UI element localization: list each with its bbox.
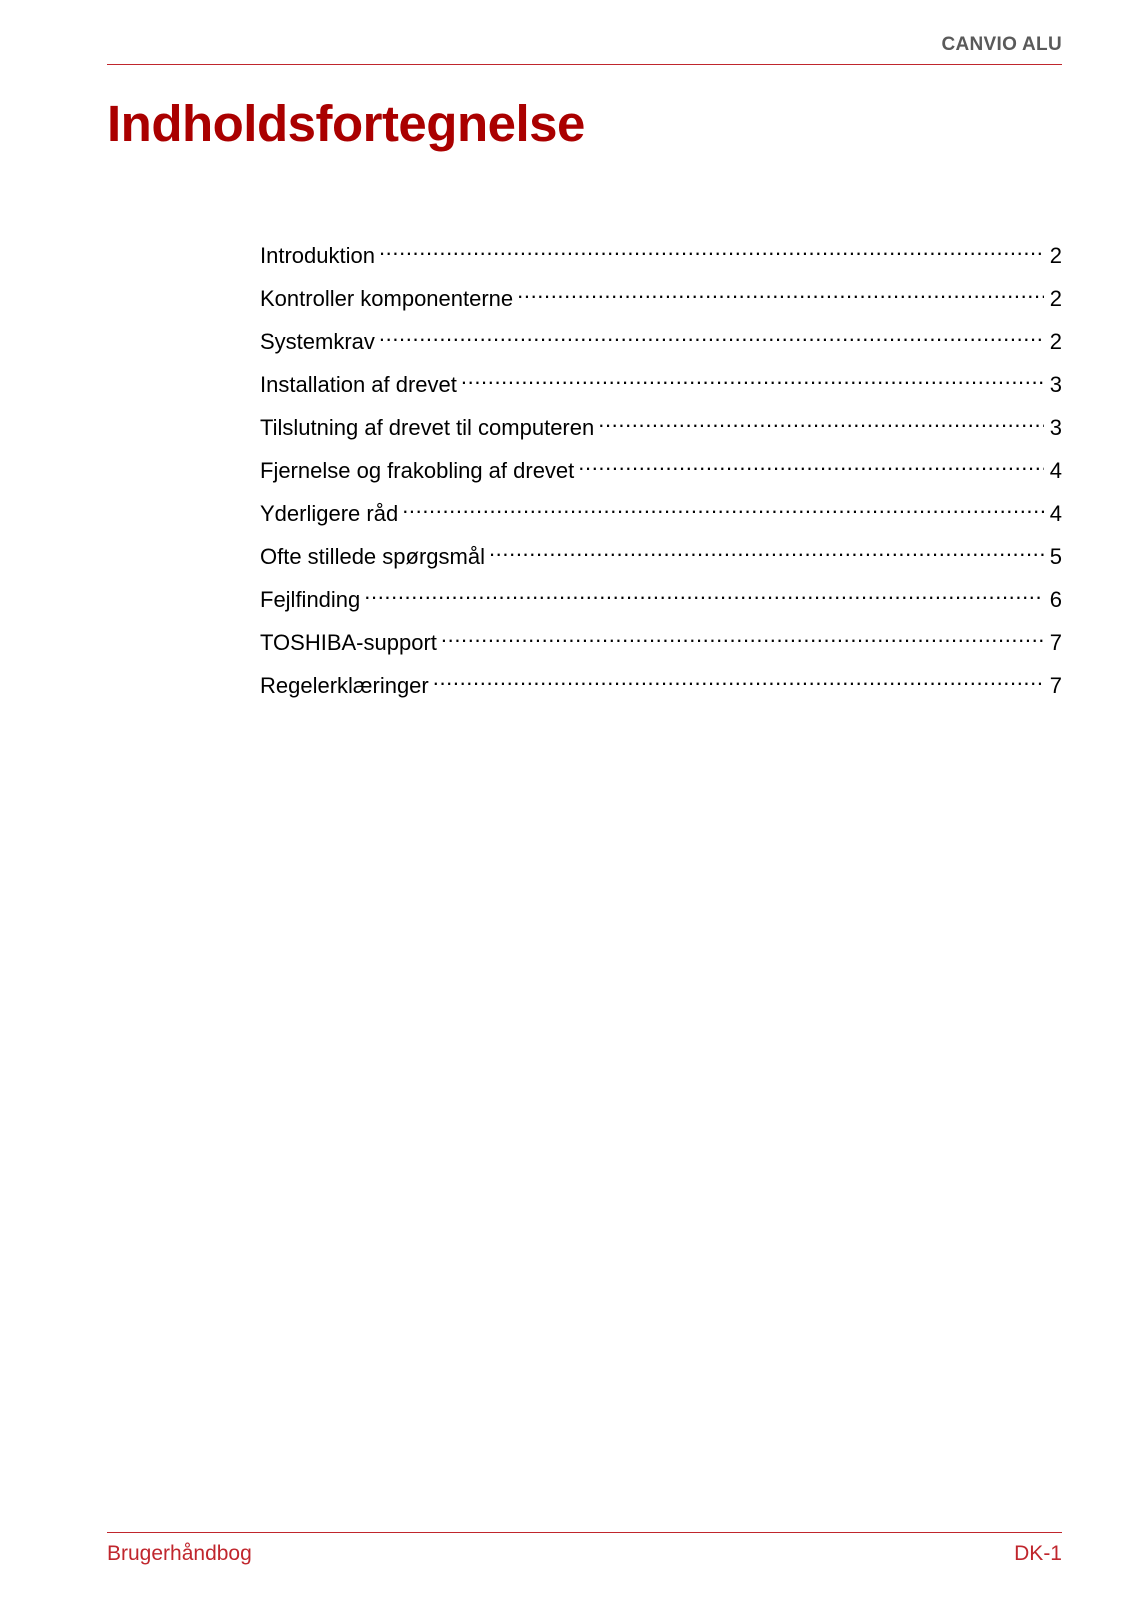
toc-dot-leader — [402, 491, 1044, 521]
toc-entry-page: 3 — [1049, 372, 1062, 397]
toc-entry-tilslutning[interactable] — [260, 405, 1062, 448]
toc-entry-page: 4 — [1049, 458, 1062, 483]
toc-entry-fjernelse[interactable] — [260, 448, 1062, 491]
toc-entry-label: Regelerklæringer — [260, 673, 429, 698]
toc-dot-leader — [598, 405, 1044, 435]
toc-entry-page: 6 — [1049, 587, 1062, 612]
toc-entry-regelerklaeringer[interactable] — [260, 663, 1062, 706]
toc-entry-ofte-stillede[interactable] — [260, 534, 1062, 577]
toc-entry-fejlfinding[interactable] — [260, 577, 1062, 620]
page-title: Indholdsfortegnelse — [107, 95, 585, 152]
toc-entry-page: 7 — [1049, 673, 1062, 698]
toc-entry-label: Ofte stillede spørgsmål — [260, 544, 485, 569]
toc-entry-page: 2 — [1049, 329, 1062, 354]
toc-entry-page: 4 — [1049, 501, 1062, 526]
toc-entry-label: Kontroller komponenterne — [260, 286, 514, 311]
table-of-contents — [260, 233, 1062, 706]
toc-entry-toshiba-support[interactable] — [260, 620, 1062, 663]
footer-divider — [107, 1532, 1062, 1533]
toc-entry-page: 2 — [1049, 243, 1062, 268]
toc-dot-leader — [517, 276, 1044, 306]
toc-dot-leader — [433, 663, 1044, 693]
toc-entry-page: 3 — [1049, 415, 1062, 440]
toc-entry-label: Tilslutning af drevet til computeren — [260, 415, 595, 440]
toc-entry-label: Installation af drevet — [260, 372, 457, 397]
toc-entry-installation[interactable] — [260, 362, 1062, 405]
toc-entry-kontroller-komponenterne[interactable] — [260, 276, 1062, 319]
toc-dot-leader — [461, 362, 1044, 392]
toc-dot-leader — [441, 620, 1044, 650]
toc-dot-leader — [379, 233, 1044, 263]
header-product-name: CANVIO ALU — [941, 34, 1062, 55]
toc-entry-label: Fejlfinding — [260, 587, 361, 612]
toc-entry-yderligere-raad[interactable] — [260, 491, 1062, 534]
toc-entry-page: 7 — [1049, 630, 1062, 655]
footer-page-number: DK-1 — [1014, 1542, 1062, 1565]
toc-entry-label: Systemkrav — [260, 329, 375, 354]
toc-dot-leader — [489, 534, 1044, 564]
toc-entry-label: Introduktion — [260, 243, 375, 268]
toc-dot-leader — [578, 448, 1043, 478]
toc-dot-leader — [379, 319, 1044, 349]
toc-entry-label: TOSHIBA-support — [260, 630, 437, 655]
toc-entry-label: Yderligere råd — [260, 501, 399, 526]
footer-manual-name: Brugerhåndbog — [107, 1542, 252, 1565]
toc-dot-leader — [364, 577, 1043, 607]
toc-entry-page: 5 — [1049, 544, 1062, 569]
toc-entry-introduktion[interactable] — [260, 233, 1062, 276]
toc-entry-page: 2 — [1049, 286, 1062, 311]
header-divider — [107, 64, 1062, 65]
toc-entry-label: Fjernelse og frakobling af drevet — [260, 458, 575, 483]
toc-entry-systemkrav[interactable] — [260, 319, 1062, 362]
